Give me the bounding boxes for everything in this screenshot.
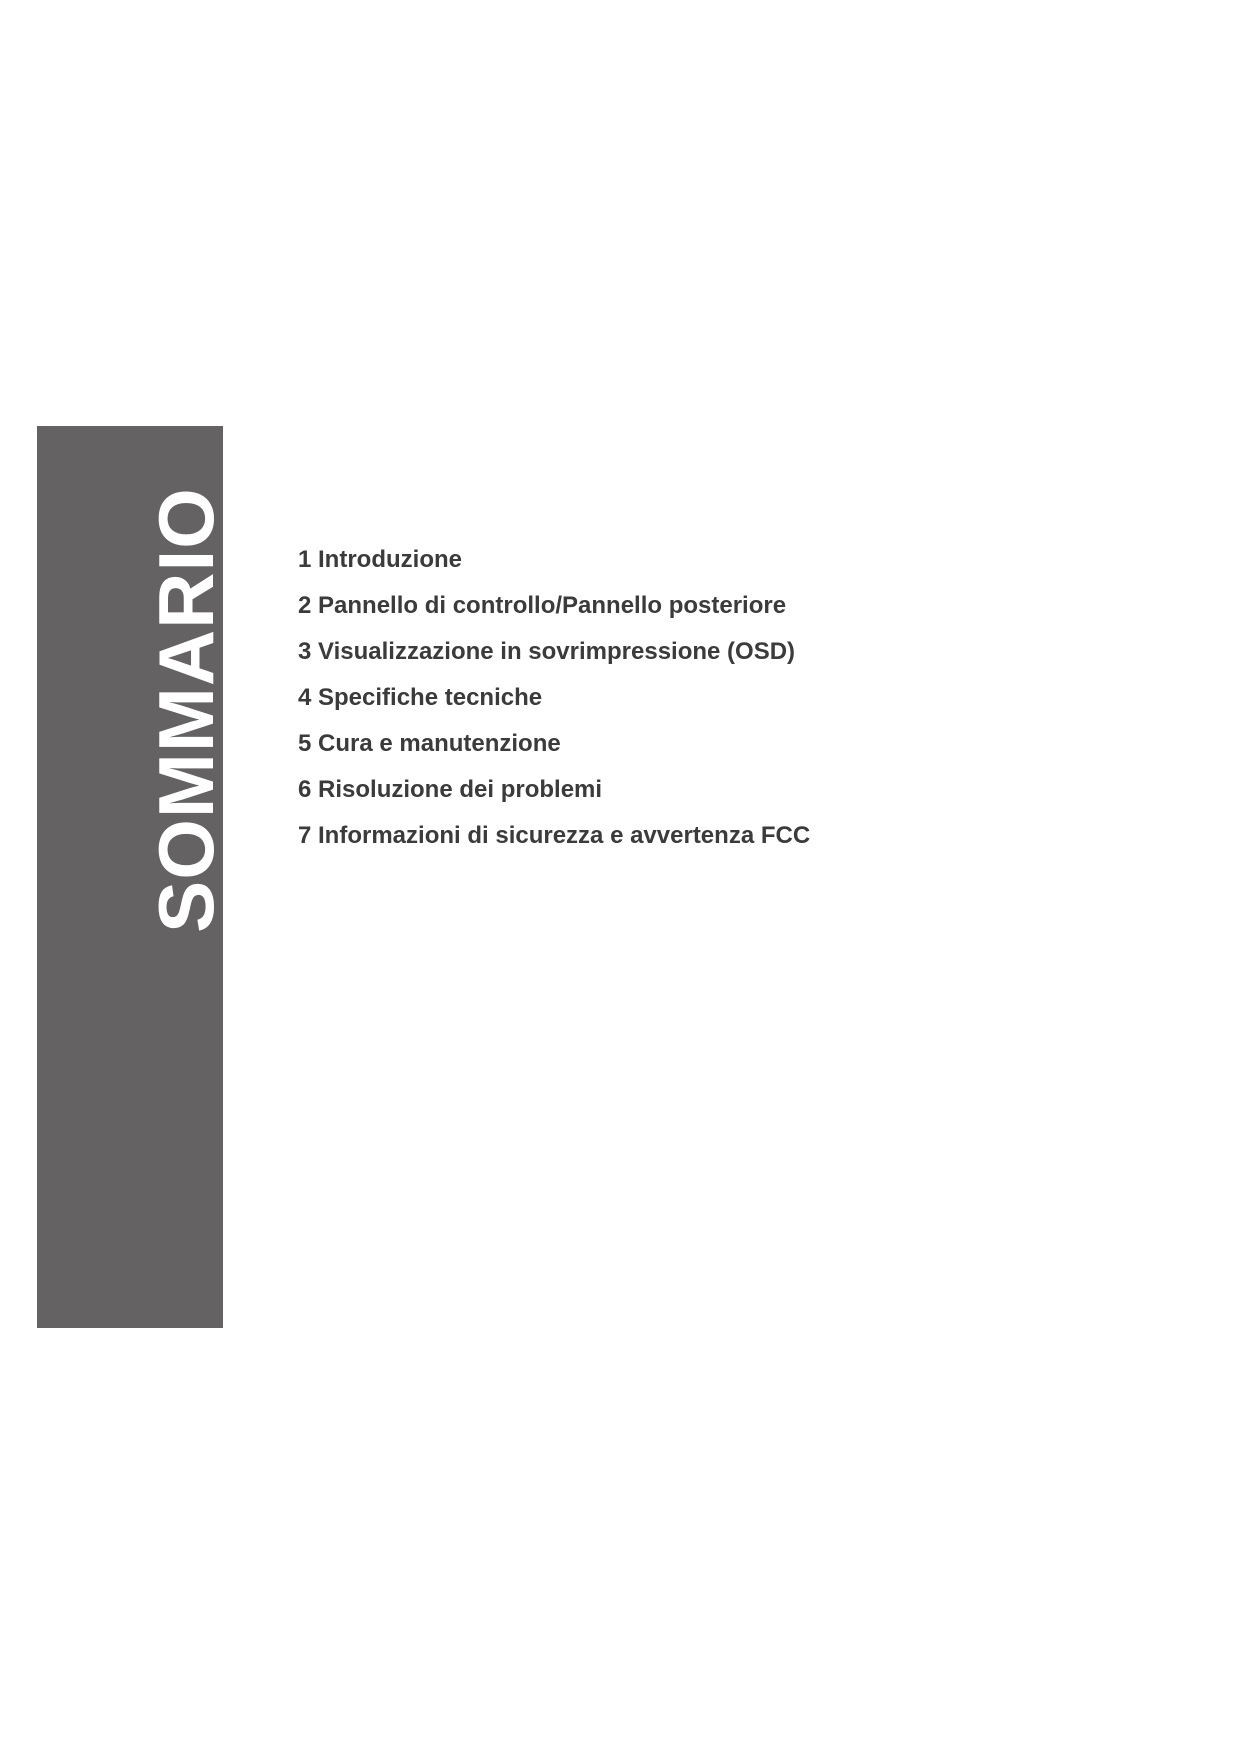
table-of-contents	[298, 540, 810, 862]
section-title: SOMMARIO	[142, 487, 230, 933]
toc-item-specifiche[interactable]: 4 Specifiche tecniche	[298, 684, 543, 711]
toc-item-sicurezza[interactable]: 7 Informazioni di sicurezza e avvertenza FCC	[298, 822, 811, 849]
toc-item-risoluzione[interactable]: 6 Risoluzione dei problemi	[298, 776, 603, 803]
toc-item-pannello[interactable]: 2 Pannello di controllo/Pannello posteriore	[298, 592, 787, 619]
toc-item-introduzione[interactable]: 1 Introduzione	[298, 546, 462, 573]
toc-item-osd[interactable]: 3 Visualizzazione in sovrimpressione (OSD)	[298, 638, 796, 665]
toc-item-cura[interactable]: 5 Cura e manutenzione	[298, 730, 561, 757]
